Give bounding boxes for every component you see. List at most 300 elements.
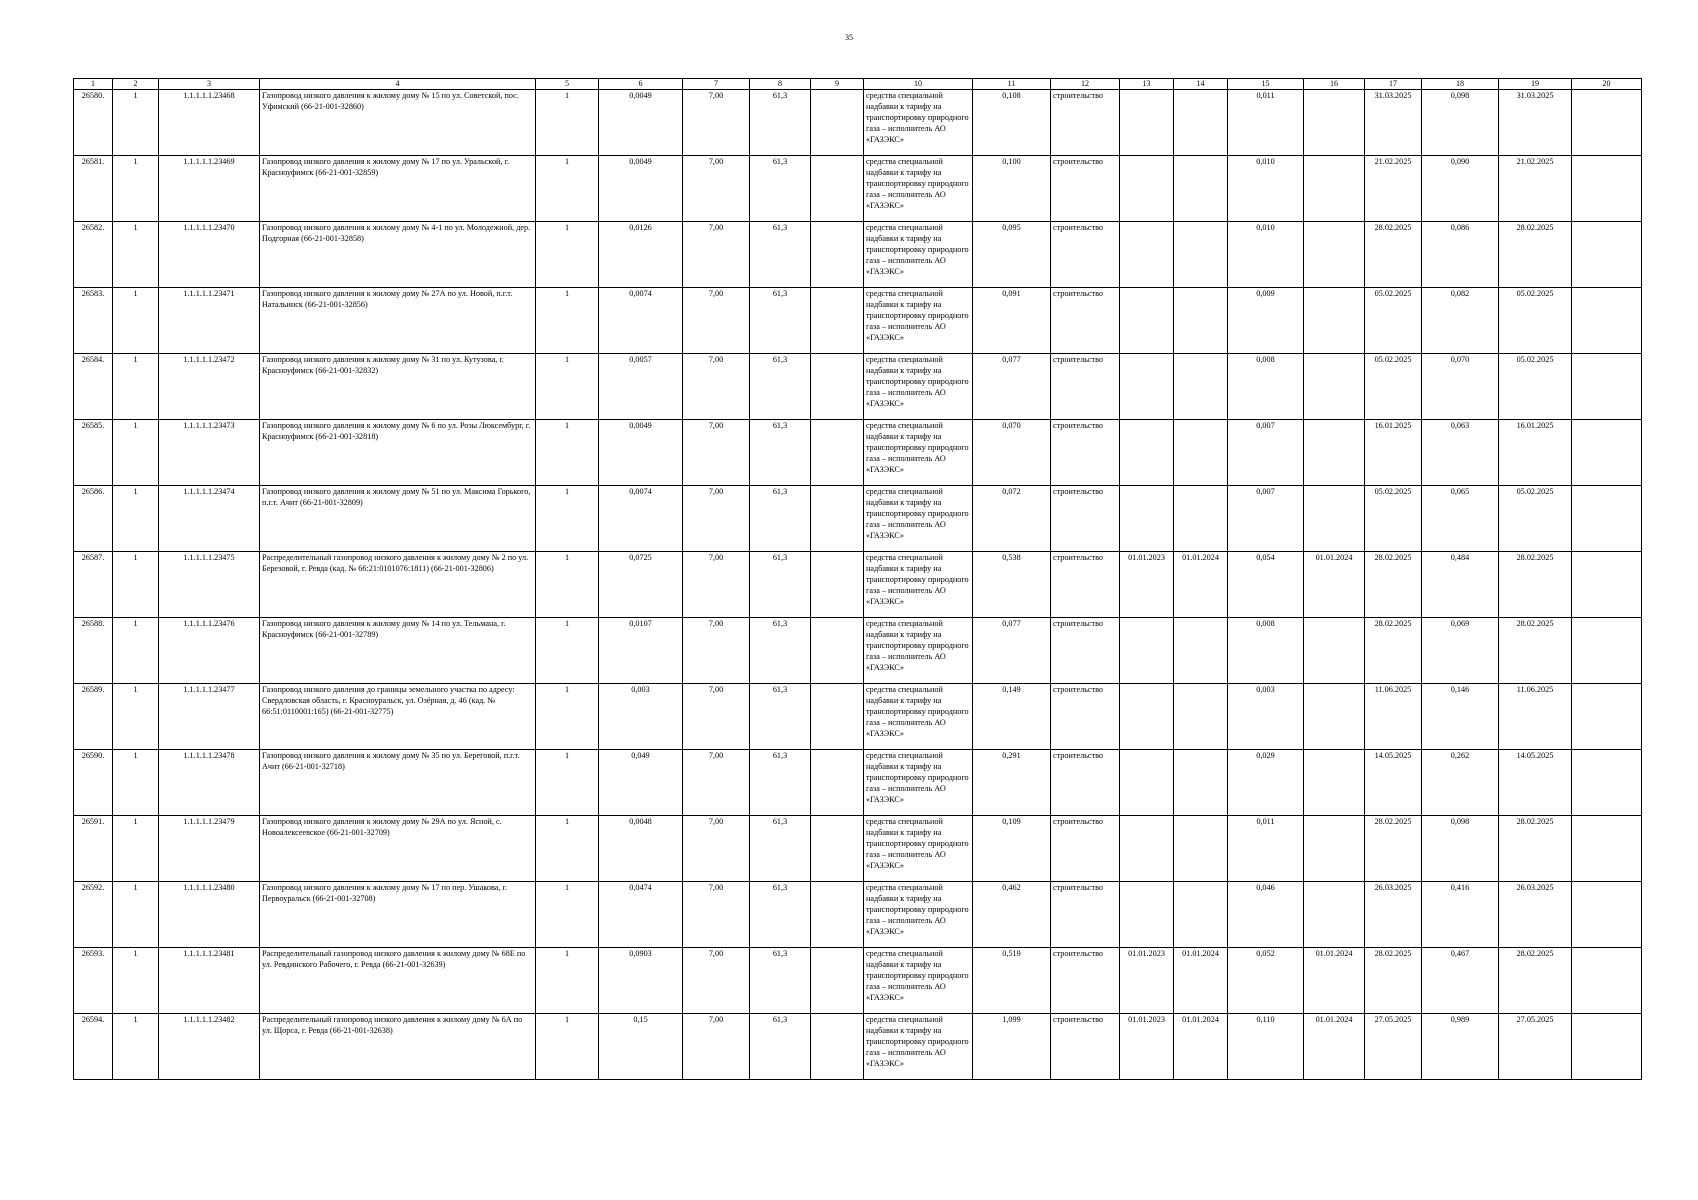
col-8-value-cell: 61,3 bbox=[750, 882, 811, 948]
row-number-cell: 26580. bbox=[74, 90, 113, 156]
col-9-value-cell bbox=[811, 288, 864, 354]
start-date-cell bbox=[1120, 816, 1174, 882]
object-name-cell: Газопровод низкого давления к жилому дому № 27А по ул. Новой, п.г.т. Натальинск (66-21-001-32856) bbox=[260, 288, 536, 354]
table-row bbox=[74, 816, 1642, 882]
col-9-value-cell bbox=[811, 816, 864, 882]
work-type-cell: строительство bbox=[1051, 354, 1120, 420]
row-number-cell: 26587. bbox=[74, 552, 113, 618]
date-col-19-cell: 14.05.2025 bbox=[1499, 750, 1572, 816]
column-header-5: 5 bbox=[536, 79, 599, 90]
object-code-cell: 1.1.1.1.1.23475 bbox=[159, 552, 260, 618]
row-number-cell: 26582. bbox=[74, 222, 113, 288]
cost-remaining-cell: 0,065 bbox=[1422, 486, 1499, 552]
cost-part-cell: 0,011 bbox=[1228, 90, 1304, 156]
cost-part-cell: 0,009 bbox=[1228, 288, 1304, 354]
table-row bbox=[74, 486, 1642, 552]
funding-source-cell: средства специальной надбавки к тарифу на транспортировку природного газа – исполнитель АО «ГАЗЭКС» bbox=[864, 90, 973, 156]
col-20-value-cell bbox=[1572, 156, 1642, 222]
col-8-value-cell: 61,3 bbox=[750, 90, 811, 156]
cost-remaining-cell: 0,098 bbox=[1422, 90, 1499, 156]
end-date-cell bbox=[1174, 222, 1228, 288]
cost-remaining-cell: 0,090 bbox=[1422, 156, 1499, 222]
cost-total-cell: 0,100 bbox=[973, 156, 1051, 222]
object-name-cell: Газопровод низкого давления к жилому дому № 29А по ул. Ясной, с. Новоалексеевское (66-21-001-32709) bbox=[260, 816, 536, 882]
object-code-cell: 1.1.1.1.1.23474 bbox=[159, 486, 260, 552]
col-9-value-cell bbox=[811, 90, 864, 156]
date-col-19-cell: 28.02.2025 bbox=[1499, 222, 1572, 288]
quantity-cell: 1 bbox=[536, 882, 599, 948]
cost-remaining-cell: 0,086 bbox=[1422, 222, 1499, 288]
date-col-16-cell: 01.01.2024 bbox=[1304, 552, 1365, 618]
col-8-value-cell: 61,3 bbox=[750, 486, 811, 552]
quantity-cell: 1 bbox=[536, 1014, 599, 1080]
funding-source-cell: средства специальной надбавки к тарифу на транспортировку природного газа – исполнитель АО «ГАЗЭКС» bbox=[864, 618, 973, 684]
code-col-2-cell: 1 bbox=[113, 486, 159, 552]
column-header-16: 16 bbox=[1304, 79, 1365, 90]
row-number-cell: 26583. bbox=[74, 288, 113, 354]
table-row bbox=[74, 90, 1642, 156]
cost-part-cell: 0,110 bbox=[1228, 1014, 1304, 1080]
col-7-value-cell: 7,00 bbox=[683, 156, 750, 222]
col-9-value-cell bbox=[811, 750, 864, 816]
table-row bbox=[74, 684, 1642, 750]
quantity-cell: 1 bbox=[536, 816, 599, 882]
object-name-cell: Газопровод низкого давления к жилому дому № 17 по пер. Ушакова, г. Первоуральск (66-21-001-32708) bbox=[260, 882, 536, 948]
object-code-cell: 1.1.1.1.1.23480 bbox=[159, 882, 260, 948]
cost-total-cell: 0,077 bbox=[973, 618, 1051, 684]
date-col-19-cell: 28.02.2025 bbox=[1499, 618, 1572, 684]
cost-total-cell: 0,108 bbox=[973, 90, 1051, 156]
start-date-cell bbox=[1120, 90, 1174, 156]
object-code-cell: 1.1.1.1.1.23468 bbox=[159, 90, 260, 156]
object-name-cell: Газопровод низкого давления до границы земельного участка по адресу: Свердловская область, г. Красноуральск, ул. Озёрная, д. 46 (кад. № 66:51:0110001:165) (66-21-001-32775) bbox=[260, 684, 536, 750]
row-number-cell: 26588. bbox=[74, 618, 113, 684]
cost-total-cell: 0,095 bbox=[973, 222, 1051, 288]
object-name-cell: Распределительный газопровод низкого давления к жилому дому № 68Е по ул. Ревдинского Рабочего, г. Ревда (66-21-001-32639) bbox=[260, 948, 536, 1014]
cost-remaining-cell: 0,069 bbox=[1422, 618, 1499, 684]
cost-remaining-cell: 0,098 bbox=[1422, 816, 1499, 882]
cost-total-cell: 0,519 bbox=[973, 948, 1051, 1014]
code-col-2-cell: 1 bbox=[113, 156, 159, 222]
date-col-16-cell: 01.01.2024 bbox=[1304, 948, 1365, 1014]
col-20-value-cell bbox=[1572, 222, 1642, 288]
end-date-cell bbox=[1174, 354, 1228, 420]
cost-total-cell: 0,149 bbox=[973, 684, 1051, 750]
length-cell: 0,0126 bbox=[599, 222, 683, 288]
cost-total-cell: 0,072 bbox=[973, 486, 1051, 552]
code-col-2-cell: 1 bbox=[113, 882, 159, 948]
column-header-17: 17 bbox=[1365, 79, 1422, 90]
col-7-value-cell: 7,00 bbox=[683, 750, 750, 816]
cost-part-cell: 0,007 bbox=[1228, 486, 1304, 552]
cost-remaining-cell: 0,467 bbox=[1422, 948, 1499, 1014]
cost-total-cell: 0,538 bbox=[973, 552, 1051, 618]
col-9-value-cell bbox=[811, 552, 864, 618]
start-date-cell bbox=[1120, 618, 1174, 684]
quantity-cell: 1 bbox=[536, 750, 599, 816]
col-8-value-cell: 61,3 bbox=[750, 1014, 811, 1080]
object-name-cell: Газопровод низкого давления к жилому дому № 17 по ул. Уральской, г. Красноуфимск (66-21-001-32859) bbox=[260, 156, 536, 222]
date-col-19-cell: 05.02.2025 bbox=[1499, 486, 1572, 552]
object-code-cell: 1.1.1.1.1.23471 bbox=[159, 288, 260, 354]
date-col-16-cell bbox=[1304, 684, 1365, 750]
end-date-cell: 01.01.2024 bbox=[1174, 1014, 1228, 1080]
date-col-17-cell: 05.02.2025 bbox=[1365, 486, 1422, 552]
date-col-16-cell bbox=[1304, 354, 1365, 420]
object-name-cell: Газопровод низкого давления к жилому дому № 4-1 по ул. Молодежной, дер. Подгорная (66-21-001-32858) bbox=[260, 222, 536, 288]
cost-remaining-cell: 0,262 bbox=[1422, 750, 1499, 816]
length-cell: 0,003 bbox=[599, 684, 683, 750]
quantity-cell: 1 bbox=[536, 486, 599, 552]
cost-part-cell: 0,011 bbox=[1228, 816, 1304, 882]
funding-source-cell: средства специальной надбавки к тарифу на транспортировку природного газа – исполнитель АО «ГАЗЭКС» bbox=[864, 684, 973, 750]
col-8-value-cell: 61,3 bbox=[750, 288, 811, 354]
funding-source-cell: средства специальной надбавки к тарифу на транспортировку природного газа – исполнитель АО «ГАЗЭКС» bbox=[864, 156, 973, 222]
length-cell: 0,049 bbox=[599, 750, 683, 816]
length-cell: 0,0107 bbox=[599, 618, 683, 684]
cost-part-cell: 0,052 bbox=[1228, 948, 1304, 1014]
object-name-cell: Газопровод низкого давления к жилому дому № 35 по ул. Береговой, п.г.т. Ачит (66-21-001-32718) bbox=[260, 750, 536, 816]
start-date-cell bbox=[1120, 354, 1174, 420]
column-header-6: 6 bbox=[599, 79, 683, 90]
page-number: 35 bbox=[845, 33, 853, 42]
col-7-value-cell: 7,00 bbox=[683, 684, 750, 750]
cost-part-cell: 0,008 bbox=[1228, 618, 1304, 684]
end-date-cell bbox=[1174, 684, 1228, 750]
end-date-cell: 01.01.2024 bbox=[1174, 948, 1228, 1014]
col-7-value-cell: 7,00 bbox=[683, 354, 750, 420]
funding-source-cell: средства специальной надбавки к тарифу на транспортировку природного газа – исполнитель АО «ГАЗЭКС» bbox=[864, 222, 973, 288]
table-row bbox=[74, 882, 1642, 948]
date-col-17-cell: 28.02.2025 bbox=[1365, 816, 1422, 882]
date-col-19-cell: 16.01.2025 bbox=[1499, 420, 1572, 486]
date-col-19-cell: 05.02.2025 bbox=[1499, 354, 1572, 420]
col-8-value-cell: 61,3 bbox=[750, 684, 811, 750]
end-date-cell bbox=[1174, 618, 1228, 684]
table-row bbox=[74, 420, 1642, 486]
quantity-cell: 1 bbox=[536, 222, 599, 288]
object-code-cell: 1.1.1.1.1.23472 bbox=[159, 354, 260, 420]
col-7-value-cell: 7,00 bbox=[683, 288, 750, 354]
col-20-value-cell bbox=[1572, 486, 1642, 552]
col-7-value-cell: 7,00 bbox=[683, 948, 750, 1014]
work-type-cell: строительство bbox=[1051, 618, 1120, 684]
length-cell: 0,0049 bbox=[599, 156, 683, 222]
quantity-cell: 1 bbox=[536, 420, 599, 486]
row-number-cell: 26594. bbox=[74, 1014, 113, 1080]
col-8-value-cell: 61,3 bbox=[750, 156, 811, 222]
funding-source-cell: средства специальной надбавки к тарифу на транспортировку природного газа – исполнитель АО «ГАЗЭКС» bbox=[864, 486, 973, 552]
table-row bbox=[74, 552, 1642, 618]
table-row bbox=[74, 288, 1642, 354]
code-col-2-cell: 1 bbox=[113, 354, 159, 420]
column-header-15: 15 bbox=[1228, 79, 1304, 90]
object-code-cell: 1.1.1.1.1.23473 bbox=[159, 420, 260, 486]
col-7-value-cell: 7,00 bbox=[683, 618, 750, 684]
table-row bbox=[74, 948, 1642, 1014]
col-9-value-cell bbox=[811, 354, 864, 420]
col-8-value-cell: 61,3 bbox=[750, 354, 811, 420]
cost-remaining-cell: 0,484 bbox=[1422, 552, 1499, 618]
funding-source-cell: средства специальной надбавки к тарифу на транспортировку природного газа – исполнитель АО «ГАЗЭКС» bbox=[864, 552, 973, 618]
end-date-cell bbox=[1174, 420, 1228, 486]
column-header-3: 3 bbox=[159, 79, 260, 90]
funding-source-cell: средства специальной надбавки к тарифу на транспортировку природного газа – исполнитель АО «ГАЗЭКС» bbox=[864, 948, 973, 1014]
end-date-cell bbox=[1174, 156, 1228, 222]
col-7-value-cell: 7,00 bbox=[683, 90, 750, 156]
cost-total-cell: 0,070 bbox=[973, 420, 1051, 486]
column-header-20: 20 bbox=[1572, 79, 1642, 90]
object-code-cell: 1.1.1.1.1.23477 bbox=[159, 684, 260, 750]
code-col-2-cell: 1 bbox=[113, 816, 159, 882]
col-7-value-cell: 7,00 bbox=[683, 222, 750, 288]
column-header-11: 11 bbox=[973, 79, 1051, 90]
end-date-cell bbox=[1174, 882, 1228, 948]
col-9-value-cell bbox=[811, 882, 864, 948]
date-col-16-cell bbox=[1304, 288, 1365, 354]
date-col-16-cell bbox=[1304, 750, 1365, 816]
work-type-cell: строительство bbox=[1051, 750, 1120, 816]
row-number-cell: 26590. bbox=[74, 750, 113, 816]
cost-remaining-cell: 0,146 bbox=[1422, 684, 1499, 750]
date-col-17-cell: 26.03.2025 bbox=[1365, 882, 1422, 948]
length-cell: 0,0903 bbox=[599, 948, 683, 1014]
length-cell: 0,0048 bbox=[599, 816, 683, 882]
col-8-value-cell: 61,3 bbox=[750, 618, 811, 684]
object-name-cell: Распределительный газопровод низкого давления к жилому дому № 6А по ул. Щорса, г. Ревда (66-21-001-32638) bbox=[260, 1014, 536, 1080]
length-cell: 0,0074 bbox=[599, 486, 683, 552]
column-number-row bbox=[74, 79, 1642, 90]
column-header-14: 14 bbox=[1174, 79, 1228, 90]
cost-part-cell: 0,010 bbox=[1228, 156, 1304, 222]
date-col-19-cell: 26.03.2025 bbox=[1499, 882, 1572, 948]
column-header-18: 18 bbox=[1422, 79, 1499, 90]
quantity-cell: 1 bbox=[536, 618, 599, 684]
start-date-cell bbox=[1120, 684, 1174, 750]
length-cell: 0,0474 bbox=[599, 882, 683, 948]
investment-program-table bbox=[73, 78, 1642, 1080]
work-type-cell: строительство bbox=[1051, 948, 1120, 1014]
cost-total-cell: 0,091 bbox=[973, 288, 1051, 354]
col-20-value-cell bbox=[1572, 948, 1642, 1014]
cost-part-cell: 0,007 bbox=[1228, 420, 1304, 486]
object-name-cell: Распределительный газопровод низкого давления к жилому дому № 2 по ул. Березовой, г. Ревда (кад. № 66:21:0101076:1811) (66-21-001-32806) bbox=[260, 552, 536, 618]
col-9-value-cell bbox=[811, 1014, 864, 1080]
row-number-cell: 26585. bbox=[74, 420, 113, 486]
date-col-17-cell: 05.02.2025 bbox=[1365, 354, 1422, 420]
date-col-16-cell bbox=[1304, 90, 1365, 156]
column-header-13: 13 bbox=[1120, 79, 1174, 90]
object-code-cell: 1.1.1.1.1.23479 bbox=[159, 816, 260, 882]
col-20-value-cell bbox=[1572, 354, 1642, 420]
work-type-cell: строительство bbox=[1051, 420, 1120, 486]
col-9-value-cell bbox=[811, 618, 864, 684]
column-header-8: 8 bbox=[750, 79, 811, 90]
column-header-4: 4 bbox=[260, 79, 536, 90]
end-date-cell bbox=[1174, 486, 1228, 552]
date-col-16-cell bbox=[1304, 618, 1365, 684]
col-9-value-cell bbox=[811, 222, 864, 288]
cost-part-cell: 0,008 bbox=[1228, 354, 1304, 420]
work-type-cell: строительство bbox=[1051, 552, 1120, 618]
work-type-cell: строительство bbox=[1051, 222, 1120, 288]
column-header-12: 12 bbox=[1051, 79, 1120, 90]
col-20-value-cell bbox=[1572, 750, 1642, 816]
length-cell: 0,0049 bbox=[599, 420, 683, 486]
work-type-cell: строительство bbox=[1051, 882, 1120, 948]
column-header-10: 10 bbox=[864, 79, 973, 90]
cost-remaining-cell: 0,082 bbox=[1422, 288, 1499, 354]
date-col-17-cell: 11.06.2025 bbox=[1365, 684, 1422, 750]
code-col-2-cell: 1 bbox=[113, 948, 159, 1014]
col-8-value-cell: 61,3 bbox=[750, 420, 811, 486]
end-date-cell bbox=[1174, 288, 1228, 354]
cost-total-cell: 0,462 bbox=[973, 882, 1051, 948]
date-col-17-cell: 31.03.2025 bbox=[1365, 90, 1422, 156]
object-name-cell: Газопровод низкого давления к жилому дому № 14 по ул. Тельмана, г. Красноуфимск (66-21-001-32789) bbox=[260, 618, 536, 684]
code-col-2-cell: 1 bbox=[113, 222, 159, 288]
length-cell: 0,0049 bbox=[599, 90, 683, 156]
table-row bbox=[74, 618, 1642, 684]
code-col-2-cell: 1 bbox=[113, 90, 159, 156]
quantity-cell: 1 bbox=[536, 552, 599, 618]
code-col-2-cell: 1 bbox=[113, 684, 159, 750]
object-code-cell: 1.1.1.1.1.23470 bbox=[159, 222, 260, 288]
col-8-value-cell: 61,3 bbox=[750, 750, 811, 816]
column-header-2: 2 bbox=[113, 79, 159, 90]
column-header-7: 7 bbox=[683, 79, 750, 90]
object-name-cell: Газопровод низкого давления к жилому дому № 31 по ул. Кутузова, г. Красноуфимск (66-21-001-32832) bbox=[260, 354, 536, 420]
col-20-value-cell bbox=[1572, 882, 1642, 948]
cost-part-cell: 0,010 bbox=[1228, 222, 1304, 288]
funding-source-cell: средства специальной надбавки к тарифу на транспортировку природного газа – исполнитель АО «ГАЗЭКС» bbox=[864, 354, 973, 420]
date-col-17-cell: 28.02.2025 bbox=[1365, 552, 1422, 618]
cost-remaining-cell: 0,416 bbox=[1422, 882, 1499, 948]
date-col-19-cell: 05.02.2025 bbox=[1499, 288, 1572, 354]
table-row bbox=[74, 354, 1642, 420]
length-cell: 0,0074 bbox=[599, 288, 683, 354]
code-col-2-cell: 1 bbox=[113, 618, 159, 684]
col-9-value-cell bbox=[811, 684, 864, 750]
date-col-19-cell: 27.05.2025 bbox=[1499, 1014, 1572, 1080]
start-date-cell: 01.01.2023 bbox=[1120, 1014, 1174, 1080]
col-7-value-cell: 7,00 bbox=[683, 882, 750, 948]
code-col-2-cell: 1 bbox=[113, 552, 159, 618]
col-8-value-cell: 61,3 bbox=[750, 948, 811, 1014]
date-col-19-cell: 28.02.2025 bbox=[1499, 816, 1572, 882]
work-type-cell: строительство bbox=[1051, 90, 1120, 156]
work-type-cell: строительство bbox=[1051, 684, 1120, 750]
date-col-17-cell: 28.02.2025 bbox=[1365, 618, 1422, 684]
date-col-17-cell: 14.05.2025 bbox=[1365, 750, 1422, 816]
quantity-cell: 1 bbox=[536, 354, 599, 420]
col-20-value-cell bbox=[1572, 1014, 1642, 1080]
date-col-16-cell bbox=[1304, 486, 1365, 552]
date-col-19-cell: 31.03.2025 bbox=[1499, 90, 1572, 156]
col-8-value-cell: 61,3 bbox=[750, 222, 811, 288]
col-8-value-cell: 61,3 bbox=[750, 816, 811, 882]
length-cell: 0,15 bbox=[599, 1014, 683, 1080]
end-date-cell: 01.01.2024 bbox=[1174, 552, 1228, 618]
date-col-16-cell bbox=[1304, 420, 1365, 486]
work-type-cell: строительство bbox=[1051, 816, 1120, 882]
date-col-19-cell: 11.06.2025 bbox=[1499, 684, 1572, 750]
date-col-19-cell: 21.02.2025 bbox=[1499, 156, 1572, 222]
col-9-value-cell bbox=[811, 486, 864, 552]
row-number-cell: 26589. bbox=[74, 684, 113, 750]
cost-part-cell: 0,003 bbox=[1228, 684, 1304, 750]
col-9-value-cell bbox=[811, 156, 864, 222]
col-20-value-cell bbox=[1572, 552, 1642, 618]
length-cell: 0,0057 bbox=[599, 354, 683, 420]
cost-remaining-cell: 0,989 bbox=[1422, 1014, 1499, 1080]
funding-source-cell: средства специальной надбавки к тарифу на транспортировку природного газа – исполнитель АО «ГАЗЭКС» bbox=[864, 750, 973, 816]
object-name-cell: Газопровод низкого давления к жилому дому № 6 по ул. Розы Люксембург, г. Красноуфимск (66-21-001-32818) bbox=[260, 420, 536, 486]
date-col-17-cell: 27.05.2025 bbox=[1365, 1014, 1422, 1080]
date-col-17-cell: 05.02.2025 bbox=[1365, 288, 1422, 354]
date-col-16-cell: 01.01.2024 bbox=[1304, 1014, 1365, 1080]
cost-part-cell: 0,054 bbox=[1228, 552, 1304, 618]
funding-source-cell: средства специальной надбавки к тарифу на транспортировку природного газа – исполнитель АО «ГАЗЭКС» bbox=[864, 882, 973, 948]
start-date-cell: 01.01.2023 bbox=[1120, 948, 1174, 1014]
cost-part-cell: 0,029 bbox=[1228, 750, 1304, 816]
date-col-17-cell: 28.02.2025 bbox=[1365, 948, 1422, 1014]
code-col-2-cell: 1 bbox=[113, 750, 159, 816]
quantity-cell: 1 bbox=[536, 288, 599, 354]
col-9-value-cell bbox=[811, 948, 864, 1014]
row-number-cell: 26593. bbox=[74, 948, 113, 1014]
row-number-cell: 26591. bbox=[74, 816, 113, 882]
table-row bbox=[74, 156, 1642, 222]
start-date-cell: 01.01.2023 bbox=[1120, 552, 1174, 618]
work-type-cell: строительство bbox=[1051, 156, 1120, 222]
table-row bbox=[74, 222, 1642, 288]
object-name-cell: Газопровод низкого давления к жилому дому № 15 по ул. Советской, пос. Уфимский (66-21-001-32860) bbox=[260, 90, 536, 156]
date-col-16-cell bbox=[1304, 156, 1365, 222]
end-date-cell bbox=[1174, 816, 1228, 882]
cost-total-cell: 1,099 bbox=[973, 1014, 1051, 1080]
quantity-cell: 1 bbox=[536, 684, 599, 750]
object-name-cell: Газопровод низкого давления к жилому дому № 51 по ул. Максима Горького, п.г.т. Ачит (66-21-001-32809) bbox=[260, 486, 536, 552]
quantity-cell: 1 bbox=[536, 948, 599, 1014]
object-code-cell: 1.1.1.1.1.23478 bbox=[159, 750, 260, 816]
col-8-value-cell: 61,3 bbox=[750, 552, 811, 618]
funding-source-cell: средства специальной надбавки к тарифу на транспортировку природного газа – исполнитель АО «ГАЗЭКС» bbox=[864, 1014, 973, 1080]
row-number-cell: 26584. bbox=[74, 354, 113, 420]
start-date-cell bbox=[1120, 486, 1174, 552]
cost-total-cell: 0,077 bbox=[973, 354, 1051, 420]
col-20-value-cell bbox=[1572, 90, 1642, 156]
code-col-2-cell: 1 bbox=[113, 288, 159, 354]
column-header-1: 1 bbox=[74, 79, 113, 90]
cost-total-cell: 0,291 bbox=[973, 750, 1051, 816]
start-date-cell bbox=[1120, 882, 1174, 948]
date-col-19-cell: 28.02.2025 bbox=[1499, 948, 1572, 1014]
cost-remaining-cell: 0,070 bbox=[1422, 354, 1499, 420]
start-date-cell bbox=[1120, 156, 1174, 222]
length-cell: 0,0725 bbox=[599, 552, 683, 618]
col-7-value-cell: 7,00 bbox=[683, 816, 750, 882]
end-date-cell bbox=[1174, 750, 1228, 816]
col-20-value-cell bbox=[1572, 816, 1642, 882]
start-date-cell bbox=[1120, 288, 1174, 354]
col-9-value-cell bbox=[811, 420, 864, 486]
work-type-cell: строительство bbox=[1051, 1014, 1120, 1080]
col-20-value-cell bbox=[1572, 288, 1642, 354]
work-type-cell: строительство bbox=[1051, 486, 1120, 552]
funding-source-cell: средства специальной надбавки к тарифу на транспортировку природного газа – исполнитель АО «ГАЗЭКС» bbox=[864, 288, 973, 354]
date-col-19-cell: 28.02.2025 bbox=[1499, 552, 1572, 618]
